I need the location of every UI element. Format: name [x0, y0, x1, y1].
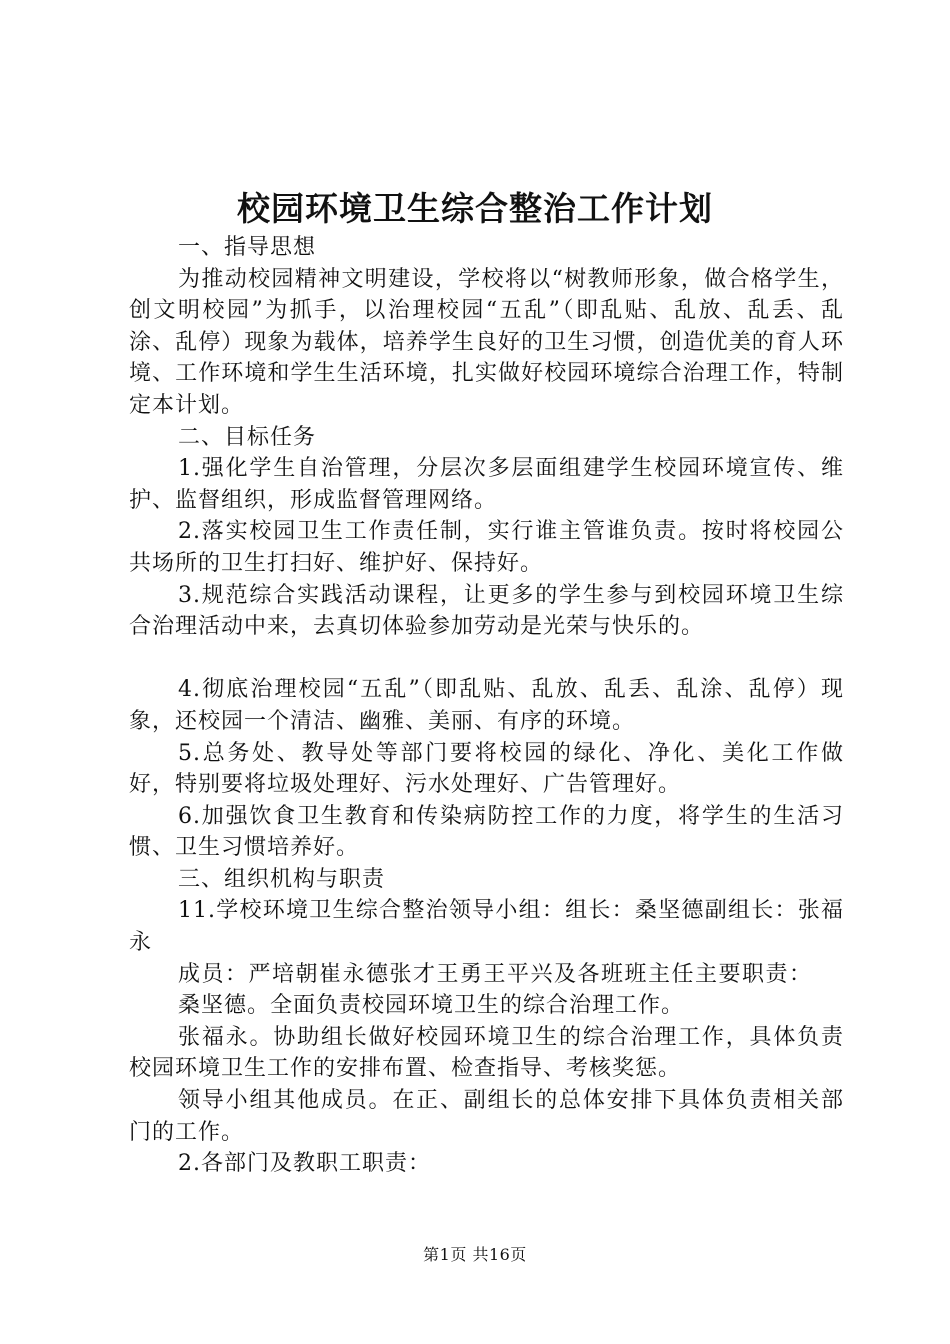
- section-heading-guiding-ideology: 一、指导思想: [178, 235, 317, 260]
- paragraph-guiding-ideology: 为推动校园精神文明建设，学校将以“树教师形象，做合格学生，创文明校园”为抓手，以治理校园“五乱”（即乱贴、乱放、乱丢、乱涂、乱停）现象为载体，培养学生良好的卫生习惯，创造优美的育人环境、工作环境和学生生活环境，扎实做好校园环境综合治理工作，特制定本计划。: [129, 266, 844, 418]
- section-heading-goals-tasks: 二、目标任务: [178, 424, 317, 450]
- leadership-group: 11.学校环境卫生综合整治领导小组：组长：桑坚德副组长：张福永: [129, 898, 844, 956]
- duty-other-members: 领导小组其他成员。在正、副组长的总体安排下具体负责相关部门的工作。: [129, 1088, 844, 1145]
- document-title: 校园环境卫生综合整治工作计划: [237, 189, 713, 228]
- section-heading-organization: 三、组织机构与职责: [178, 866, 386, 892]
- goal-item-1: 1.强化学生自治管理，分层次多层面组建学生校园环境宣传、维护、监督组织，形成监督管理网络。: [129, 456, 844, 513]
- goal-item-6: 6.加强饮食卫生教育和传染病防控工作的力度，将学生的生活习惯、卫生习惯培养好。: [129, 803, 844, 861]
- department-duties-heading: 2.各部门及教职工职责：: [178, 1151, 431, 1177]
- duty-leader: 桑坚德。全面负责校园环境卫生的综合治理工作。: [178, 993, 685, 1019]
- page-number-footer: 第1页 共16页: [423, 1245, 527, 1264]
- goal-item-4: 4.彻底治理校园“五乱”（即乱贴、乱放、乱丢、乱涂、乱停）现象，还校园一个清洁、幽雅、美丽、有序的环境。: [129, 677, 844, 734]
- goal-item-5: 5.总务处、教导处等部门要将校园的绿化、净化、美化工作做好，特别要将垃圾处理好、污水处理好、广告管理好。: [129, 740, 844, 798]
- paragraph-gap: [129, 643, 844, 675]
- goal-item-3: 3.规范综合实践活动课程，让更多的学生参与到校园环境卫生综合治理活动中来，去真切体验参加劳动是光荣与快乐的。: [129, 582, 844, 640]
- group-members: 成员：严培朝崔永德张才王勇王平兴及各班班主任主要职责：: [178, 961, 813, 987]
- document-body: [129, 232, 844, 1180]
- duty-deputy-leader: 张福永。协助组长做好校园环境卫生的综合治理工作，具体负责校园环境卫生工作的安排布置、检查指导、考核奖惩。: [129, 1024, 844, 1082]
- goal-item-2: 2.落实校园卫生工作责任制，实行谁主管谁负责。按时将校园公共场所的卫生打扫好、维护好、保持好。: [129, 519, 844, 576]
